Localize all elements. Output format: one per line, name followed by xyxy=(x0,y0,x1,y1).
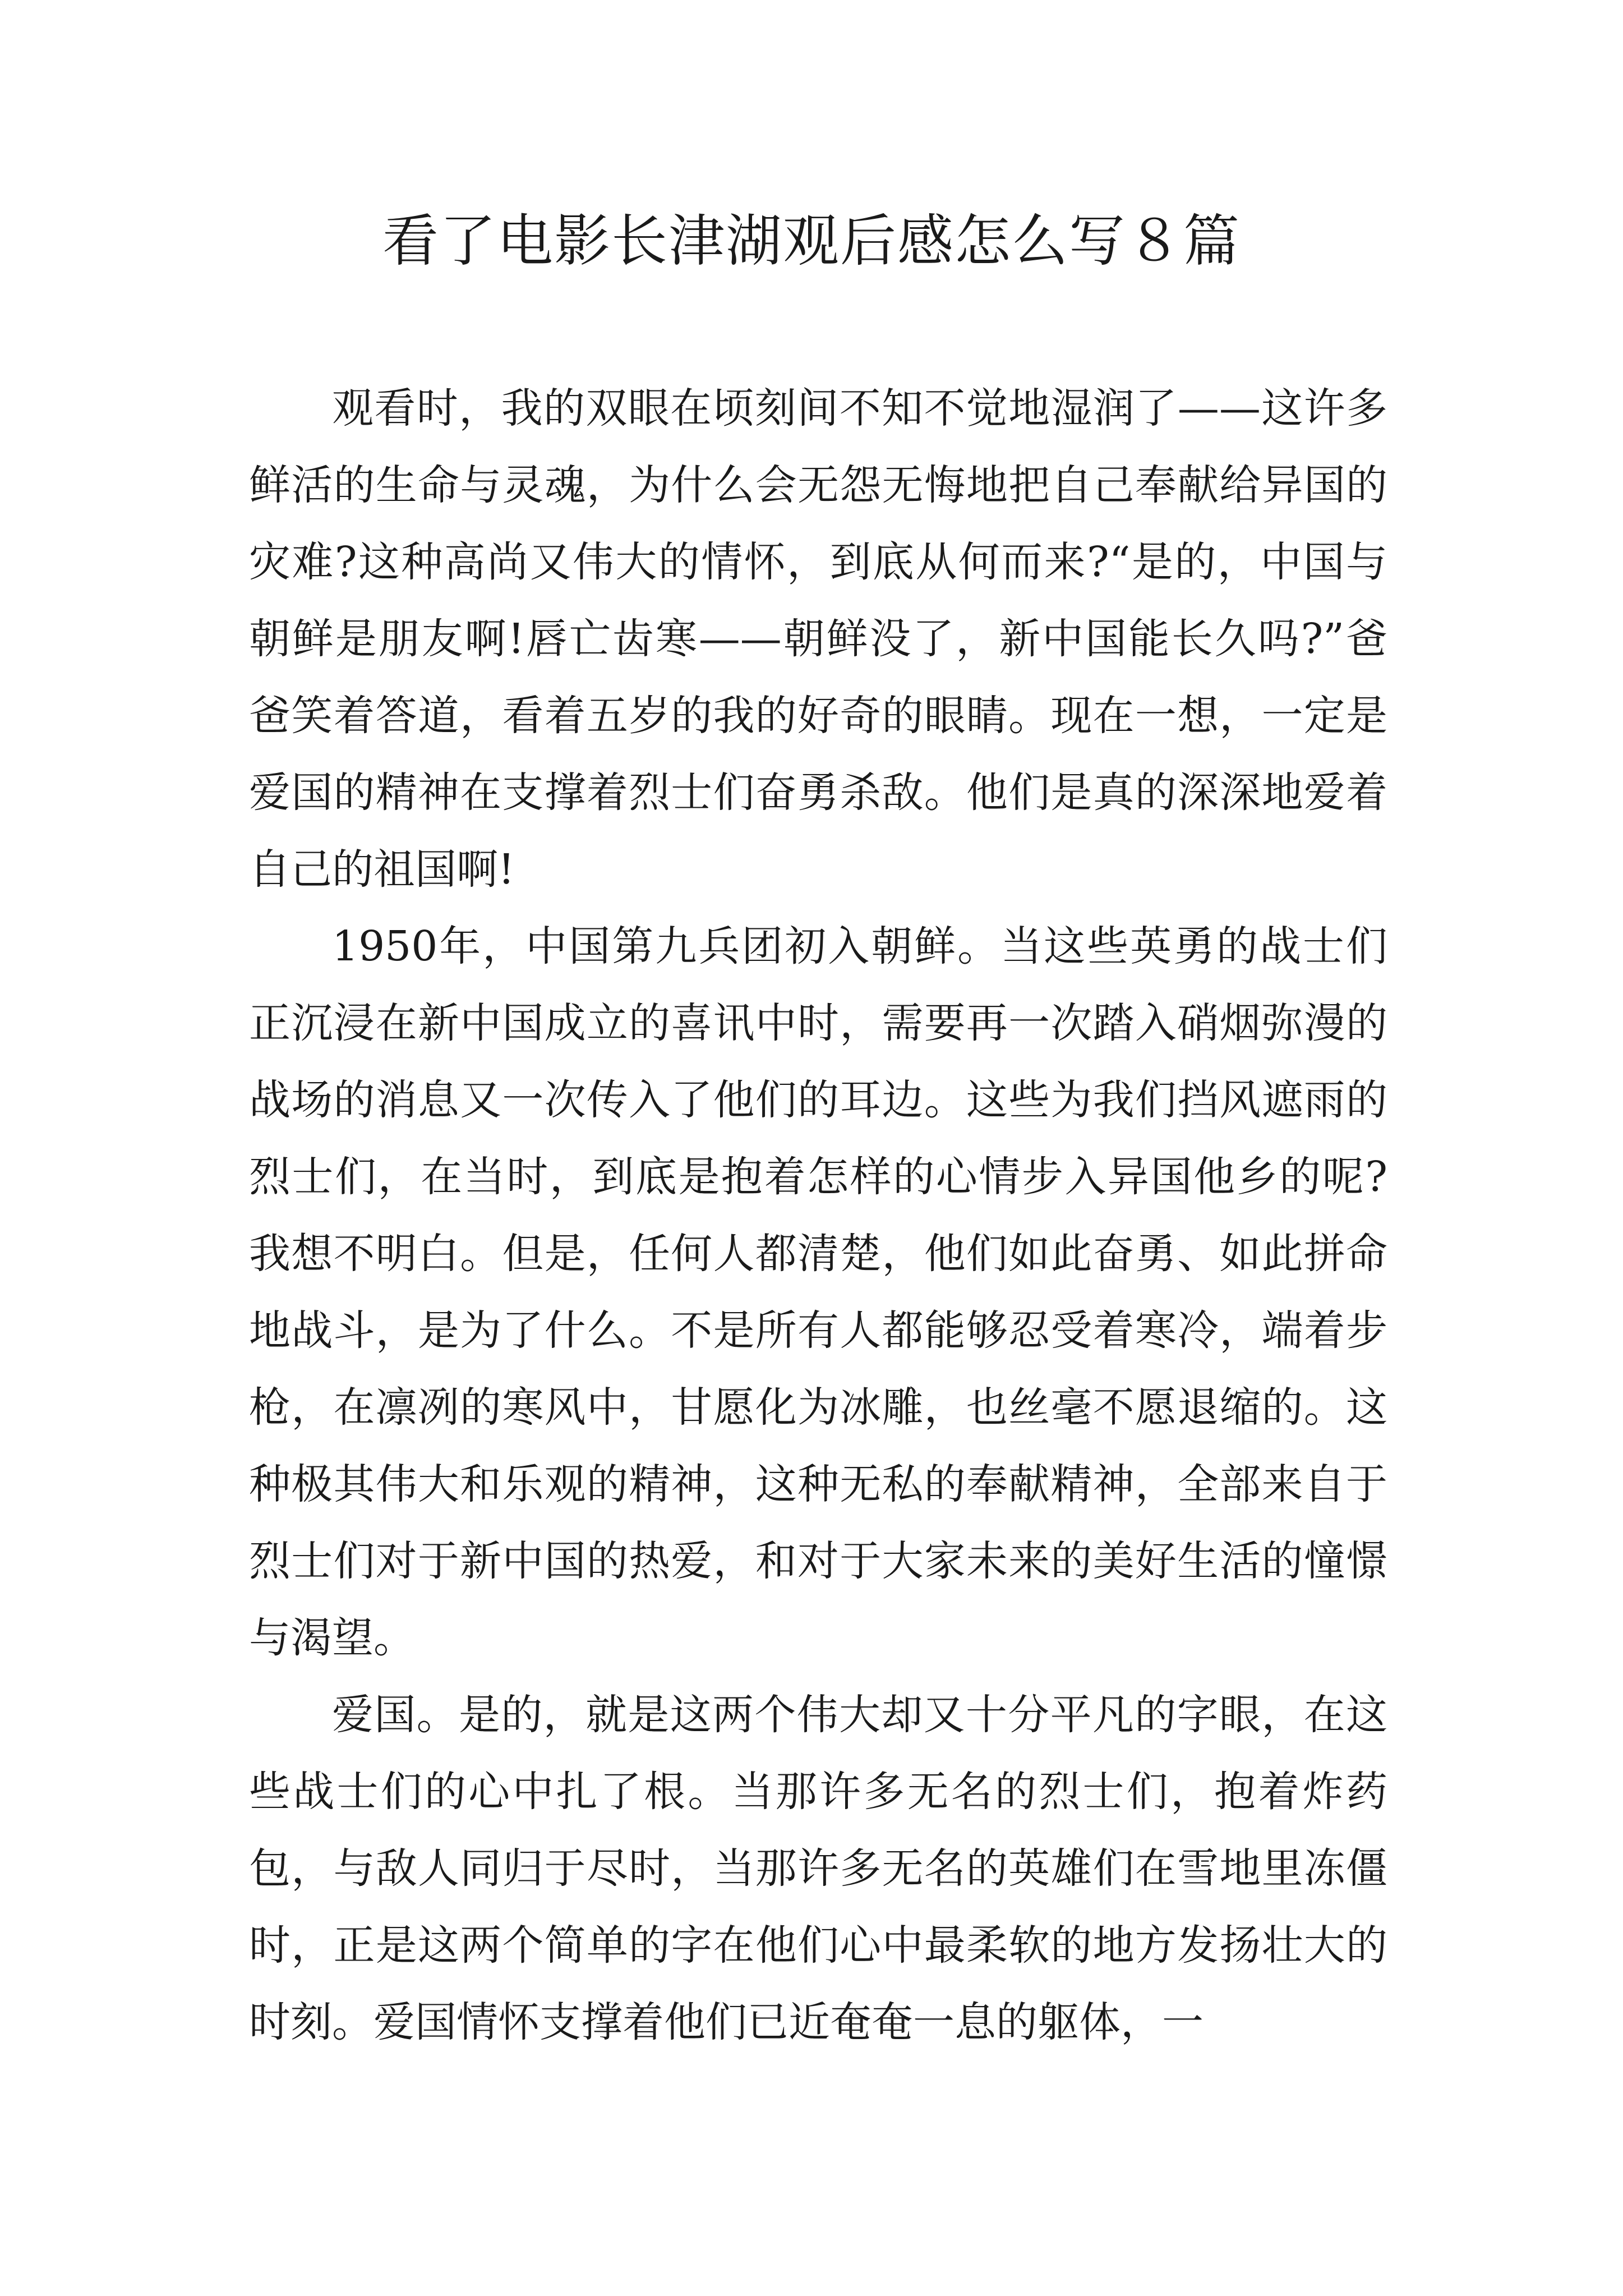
paragraph-2: 1950年，中国第九兵团初入朝鲜。当这些英勇的战士们正沉浸在新中国成立的喜讯中时，需要再一次踏入硝烟弥漫的战场的消息又一次传入了他们的耳边。这些为我们挡风遮雨的烈士们，在当时，到底是抱着怎样的心情步入异国他乡的呢?我想不明白。但是，任何人都清楚，他们如此奋勇、如此拼命地战斗，是为了什么。不是所有人都能够忍受着寒冷，端着步枪，在凛冽的寒风中，甘愿化为冰雕，也丝毫不愿退缩的。这种极其伟大和乐观的精神，这种无私的奉献精神，全部来自于烈士们对于新中国的热爱，和对于大家未来的美好生活的憧憬与渴望。 xyxy=(249,922,1387,1662)
document-title: 看了电影长津湖观后感怎么写８篇 xyxy=(382,208,1241,274)
document-body xyxy=(249,370,1387,2061)
paragraph-3: 爱国。是的，就是这两个伟大却又十分平凡的字眼，在这些战士们的心中扎了根。当那许多无名的烈士们，抱着炸药包，与敌人同归于尽时，当那许多无名的英雄们在雪地里冻僵时，正是这两个简单的字在他们心中最柔软的地方发扬壮大的时刻。爱国情怀支撑着他们已近奄奄一息的躯体，一 xyxy=(249,1691,1387,2046)
paragraph-1: 观看时，我的双眼在顷刻间不知不觉地湿润了——这许多鲜活的生命与灵魂，为什么会无怨无悔地把自己奉献给异国的灾难?这种高尚又伟大的情怀，到底从何而来?“是的，中国与朝鲜是朋友啊!唇亡齿寒——朝鲜没了，新中国能长久吗?”爸爸笑着答道，看着五岁的我的好奇的眼睛。现在一想，一定是爱国的精神在支撑着烈士们奋勇杀敌。他们是真的深深地爱着自己的祖国啊! xyxy=(249,384,1387,894)
